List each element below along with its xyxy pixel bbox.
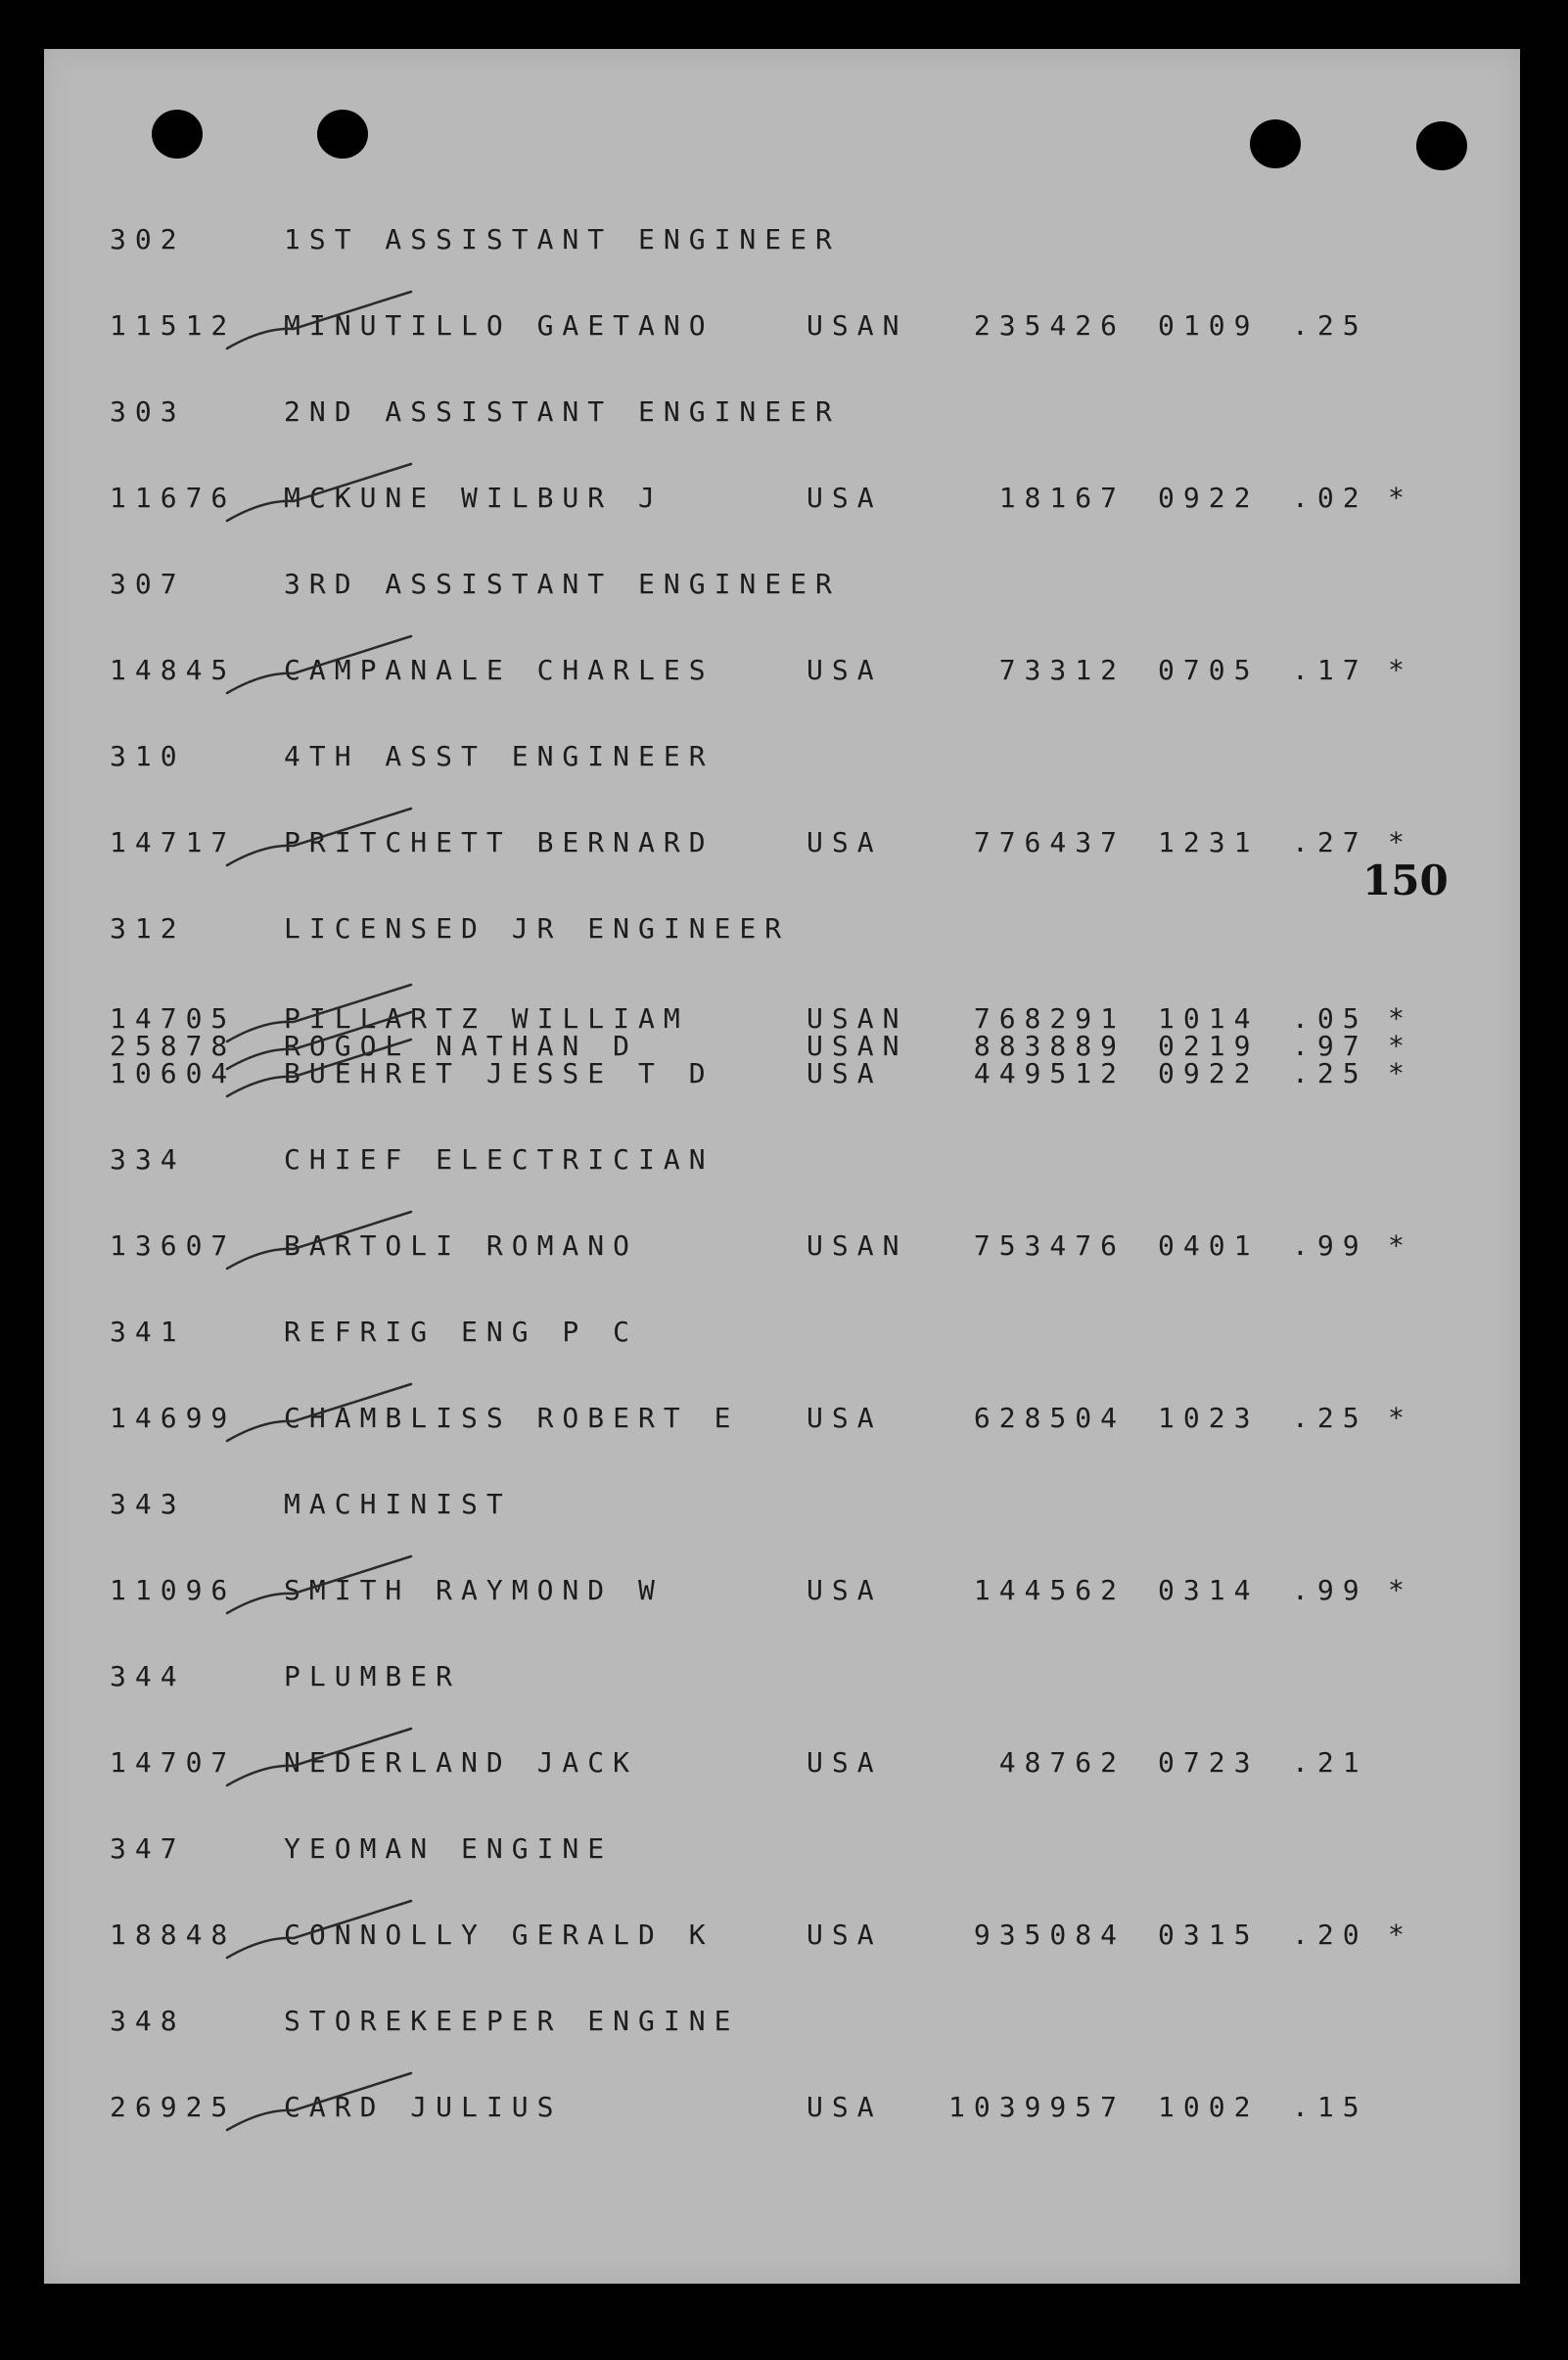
flag-mark: * bbox=[1388, 482, 1413, 514]
section-header bbox=[0, 568, 1568, 607]
crew-name: MINUTILLO GAETANO bbox=[284, 309, 715, 342]
crew-id: 14705 bbox=[110, 1002, 237, 1035]
certificate-number: 144562 bbox=[973, 1574, 1126, 1606]
section-header bbox=[0, 1316, 1568, 1355]
rating-code: 310 bbox=[110, 740, 186, 772]
crew-id: 11676 bbox=[110, 482, 237, 514]
crew-id: 14699 bbox=[110, 1402, 237, 1434]
punch-hole bbox=[152, 110, 203, 159]
flag-mark: * bbox=[1388, 1030, 1413, 1062]
section-header bbox=[0, 1143, 1568, 1182]
rating-title: PLUMBER bbox=[284, 1660, 462, 1692]
date-code: 0315 bbox=[1158, 1919, 1260, 1951]
date-code: 1014 bbox=[1158, 1002, 1260, 1035]
section-header bbox=[0, 740, 1568, 779]
citizenship: USA bbox=[807, 1057, 883, 1089]
table-row bbox=[0, 2091, 1568, 2130]
punch-hole bbox=[1250, 119, 1301, 168]
crew-name: NEDERLAND JACK bbox=[284, 1746, 639, 1779]
crew-name: SMITH RAYMOND W bbox=[284, 1574, 664, 1606]
rating-title: 2ND ASSISTANT ENGINEER bbox=[284, 395, 841, 428]
crew-id: 10604 bbox=[110, 1057, 237, 1089]
crew-name: PRITCHETT BERNARD bbox=[284, 826, 715, 858]
rating-code: 303 bbox=[110, 395, 186, 428]
citizenship: USAN bbox=[807, 309, 908, 342]
crew-name: BUEHRET JESSE T D bbox=[284, 1057, 715, 1089]
certificate-number: 776437 bbox=[973, 826, 1126, 858]
rating-code: 343 bbox=[110, 1488, 186, 1520]
date-code: 0219 bbox=[1158, 1030, 1260, 1062]
flag-mark: * bbox=[1388, 826, 1413, 858]
rate-value: .25 bbox=[1292, 1057, 1368, 1089]
flag-mark: * bbox=[1388, 654, 1413, 686]
crew-name: CARD JULIUS bbox=[284, 2091, 563, 2123]
date-code: 0922 bbox=[1158, 1057, 1260, 1089]
date-code: 1002 bbox=[1158, 2091, 1260, 2123]
flag-mark: * bbox=[1388, 1574, 1413, 1606]
rating-title: STOREKEEPER ENGINE bbox=[284, 2005, 740, 2037]
crew-name: CONNOLLY GERALD K bbox=[284, 1919, 715, 1951]
rating-code: 347 bbox=[110, 1832, 186, 1865]
rate-value: .25 bbox=[1292, 309, 1368, 342]
certificate-number: 73312 bbox=[998, 654, 1126, 686]
rate-value: .21 bbox=[1292, 1746, 1368, 1779]
crew-id: 14717 bbox=[110, 826, 237, 858]
citizenship: USA bbox=[807, 2091, 883, 2123]
rating-code: 348 bbox=[110, 2005, 186, 2037]
table-row bbox=[0, 654, 1568, 693]
punch-hole bbox=[1416, 121, 1467, 170]
citizenship: USA bbox=[807, 1919, 883, 1951]
rate-value: .20 bbox=[1292, 1919, 1368, 1951]
table-row bbox=[0, 309, 1568, 348]
rating-title: REFRIG ENG P C bbox=[284, 1316, 639, 1348]
crew-id: 11096 bbox=[110, 1574, 237, 1606]
date-code: 0705 bbox=[1158, 654, 1260, 686]
citizenship: USA bbox=[807, 1402, 883, 1434]
rating-title: LICENSED JR ENGINEER bbox=[284, 912, 791, 945]
rating-title: YEOMAN ENGINE bbox=[284, 1832, 614, 1865]
citizenship: USA bbox=[807, 654, 883, 686]
crew-name: PILLARTZ WILLIAM bbox=[284, 1002, 689, 1035]
citizenship: USA bbox=[807, 826, 883, 858]
certificate-number: 449512 bbox=[973, 1057, 1126, 1089]
rating-code: 334 bbox=[110, 1143, 186, 1176]
table-row bbox=[0, 1919, 1568, 1958]
certificate-number: 235426 bbox=[973, 309, 1126, 342]
crew-name: MCKUNE WILBUR J bbox=[284, 482, 664, 514]
date-code: 0109 bbox=[1158, 309, 1260, 342]
rating-code: 307 bbox=[110, 568, 186, 600]
section-header bbox=[0, 1660, 1568, 1699]
date-code: 1231 bbox=[1158, 826, 1260, 858]
rating-title: 3RD ASSISTANT ENGINEER bbox=[284, 568, 841, 600]
rating-code: 302 bbox=[110, 223, 186, 255]
crew-name: BARTOLI ROMANO bbox=[284, 1229, 639, 1262]
section-header bbox=[0, 912, 1568, 951]
certificate-number: 768291 bbox=[973, 1002, 1126, 1035]
rating-title: CHIEF ELECTRICIAN bbox=[284, 1143, 715, 1176]
table-row bbox=[0, 1746, 1568, 1785]
date-code: 0314 bbox=[1158, 1574, 1260, 1606]
citizenship: USAN bbox=[807, 1229, 908, 1262]
crew-name: CAMPANALE CHARLES bbox=[284, 654, 715, 686]
certificate-number: 883889 bbox=[973, 1030, 1126, 1062]
citizenship: USA bbox=[807, 482, 883, 514]
certificate-number: 1039957 bbox=[947, 2091, 1126, 2123]
crew-id: 13607 bbox=[110, 1229, 237, 1262]
punch-hole bbox=[317, 110, 368, 159]
flag-mark: * bbox=[1388, 1002, 1413, 1035]
table-row bbox=[0, 482, 1568, 521]
rate-value: .99 bbox=[1292, 1574, 1368, 1606]
date-code: 0401 bbox=[1158, 1229, 1260, 1262]
page-number-stamp: 150 bbox=[1362, 856, 1449, 904]
certificate-number: 628504 bbox=[973, 1402, 1126, 1434]
section-header bbox=[0, 223, 1568, 262]
crew-id: 14845 bbox=[110, 654, 237, 686]
table-row bbox=[0, 1229, 1568, 1269]
certificate-number: 753476 bbox=[973, 1229, 1126, 1262]
rate-value: .15 bbox=[1292, 2091, 1368, 2123]
crew-id: 14707 bbox=[110, 1746, 237, 1779]
rate-value: .99 bbox=[1292, 1229, 1368, 1262]
rate-value: .27 bbox=[1292, 826, 1368, 858]
rating-title: 1ST ASSISTANT ENGINEER bbox=[284, 223, 841, 255]
table-row bbox=[0, 826, 1568, 865]
flag-mark: * bbox=[1388, 1229, 1413, 1262]
date-code: 1023 bbox=[1158, 1402, 1260, 1434]
section-header bbox=[0, 395, 1568, 435]
rate-value: .05 bbox=[1292, 1002, 1368, 1035]
table-row bbox=[0, 1057, 1568, 1096]
rating-code: 344 bbox=[110, 1660, 186, 1692]
flag-mark: * bbox=[1388, 1057, 1413, 1089]
rate-value: .02 bbox=[1292, 482, 1368, 514]
crew-id: 26925 bbox=[110, 2091, 237, 2123]
date-code: 0723 bbox=[1158, 1746, 1260, 1779]
rating-title: MACHINIST bbox=[284, 1488, 512, 1520]
section-header bbox=[0, 1832, 1568, 1872]
flag-mark: * bbox=[1388, 1402, 1413, 1434]
crew-name: ROGOL NATHAN D bbox=[284, 1030, 639, 1062]
table-row bbox=[0, 1574, 1568, 1613]
rate-value: .25 bbox=[1292, 1402, 1368, 1434]
rating-title: 4TH ASST ENGINEER bbox=[284, 740, 715, 772]
rate-value: .17 bbox=[1292, 654, 1368, 686]
date-code: 0922 bbox=[1158, 482, 1260, 514]
citizenship: USA bbox=[807, 1574, 883, 1606]
certificate-number: 935084 bbox=[973, 1919, 1126, 1951]
citizenship: USAN bbox=[807, 1030, 908, 1062]
certificate-number: 18167 bbox=[998, 482, 1126, 514]
certificate-number: 48762 bbox=[998, 1746, 1126, 1779]
section-header bbox=[0, 1488, 1568, 1527]
crew-id: 11512 bbox=[110, 309, 237, 342]
rating-code: 341 bbox=[110, 1316, 186, 1348]
rating-code: 312 bbox=[110, 912, 186, 945]
table-row bbox=[0, 1402, 1568, 1441]
citizenship: USAN bbox=[807, 1002, 908, 1035]
rate-value: .97 bbox=[1292, 1030, 1368, 1062]
section-header bbox=[0, 2005, 1568, 2044]
crew-id: 25878 bbox=[110, 1030, 237, 1062]
crew-name: CHAMBLISS ROBERT E bbox=[284, 1402, 740, 1434]
citizenship: USA bbox=[807, 1746, 883, 1779]
flag-mark: * bbox=[1388, 1919, 1413, 1951]
crew-id: 18848 bbox=[110, 1919, 237, 1951]
